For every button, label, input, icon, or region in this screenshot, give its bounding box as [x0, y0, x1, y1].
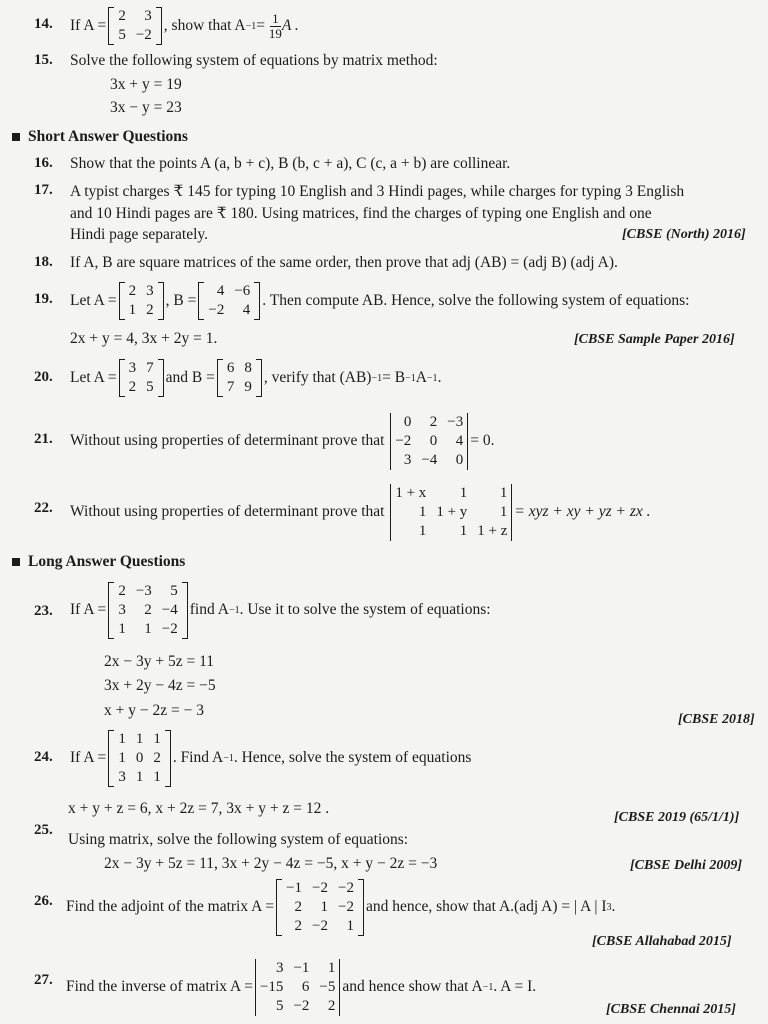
bracket-right	[156, 7, 162, 45]
q16-text: Show that the points A (a, b + c), B (b, c + a), C (c, a + b) are collinear.	[70, 155, 511, 172]
matrix-cell: 2	[118, 582, 126, 599]
matrix-cell: 1	[499, 484, 508, 501]
q23-eq2: 3x + 2y − 4z = −5	[104, 677, 216, 694]
matrix-q19-a	[119, 282, 164, 320]
matrix-cell: 2	[294, 917, 303, 934]
matrix-cell: 1 + y	[436, 503, 468, 520]
matrix-q24	[108, 730, 171, 787]
matrix-cell: 1 + z	[477, 522, 508, 539]
matrix-cell: 1	[144, 620, 152, 637]
q25-equations: 2x − 3y + 5z = 11, 3x + 2y − 4z = −5, x + y − 2z = −3	[104, 855, 438, 872]
q22-number: 22.	[34, 500, 53, 516]
matrix-cell: 1	[418, 522, 427, 539]
matrix-q14	[108, 7, 161, 45]
matrix-cell: −3	[447, 413, 464, 430]
matrix-cell: 2	[327, 997, 336, 1014]
matrix-cell: 1	[118, 730, 126, 747]
matrix-q20-a	[119, 359, 164, 397]
matrix-cell: 3	[275, 959, 284, 976]
matrix-cell: 1	[418, 503, 427, 520]
matrix-cell: 2	[146, 302, 154, 318]
matrix-cell: −2	[293, 997, 310, 1014]
matrix-cell: 2	[128, 283, 137, 299]
matrix-cell: −5	[319, 978, 336, 995]
matrix-cell: 1	[153, 730, 161, 747]
matrix-q27	[255, 959, 340, 1016]
bracket-right	[358, 879, 364, 936]
matrix-cell: 0	[455, 451, 464, 468]
matrix-cell: 3	[118, 768, 126, 785]
matrix-cell: 6	[301, 978, 310, 995]
matrix-cell: 1	[459, 484, 468, 501]
q25-number: 25.	[34, 822, 53, 838]
matrix-cell: 1	[118, 620, 126, 637]
matrix-cell: 1	[320, 898, 329, 915]
matrix-cell: 1	[118, 749, 126, 766]
matrix-cell: 1	[499, 503, 508, 520]
matrix-cell: 3	[146, 283, 154, 299]
q22-text: Without using properties of determinant prove that 1 + x 1 1 1 1 + y 1 1 1 1 + z = xyz + xy + yz + zx .	[70, 484, 651, 539]
matrix-cell: −15	[259, 978, 284, 995]
q26-source: [CBSE Allahabad 2015]	[592, 934, 732, 949]
q19-source: [CBSE Sample Paper 2016]	[574, 332, 735, 347]
matrix-cell: −2	[395, 432, 412, 449]
matrix-cell: 1	[346, 917, 354, 934]
bracket-right	[158, 282, 164, 320]
q23-number: 23.	[34, 603, 53, 619]
q24-number: 24.	[34, 749, 53, 765]
matrix-cell: −2	[161, 620, 178, 637]
matrix-cell: −6	[234, 283, 251, 299]
matrix-cell: 2	[118, 8, 126, 24]
q19-equations: 2x + y = 4, 3x + 2y = 1.	[70, 330, 218, 347]
matrix-cell: 3	[403, 451, 412, 468]
matrix-cell: −1	[293, 959, 310, 976]
matrix-cell: −2	[338, 879, 354, 896]
matrix-cell: 2	[294, 898, 303, 915]
matrix-cell: 9	[244, 379, 252, 395]
matrix-cell: 1	[459, 522, 468, 539]
q26-number: 26.	[34, 893, 53, 909]
matrix-cell: 1	[153, 768, 161, 785]
matrix-cell: 7	[226, 379, 235, 395]
q15-eq2: 3x − y = 23	[110, 99, 182, 116]
matrix-q20-b	[217, 359, 262, 397]
matrix-cell: 7	[146, 360, 154, 376]
q14-number: 14.	[34, 16, 53, 32]
q15-text: Solve the following system of equations by matrix method:	[70, 52, 438, 69]
short-answer-heading: Short Answer Questions	[12, 128, 188, 146]
matrix-q19-b	[198, 282, 260, 320]
q19-text: Let A = 2 3 1 2 , B = 4 −6 −2 4 . Then compute AB. Hence, solve the following system of equations:	[70, 283, 690, 318]
matrix-cell: 4	[216, 283, 225, 299]
q20-number: 20.	[34, 369, 53, 385]
matrix-cell: 2	[144, 601, 152, 618]
bracket-right	[158, 359, 164, 397]
square-bullet-icon	[12, 558, 20, 566]
matrix-cell: 2	[429, 413, 438, 430]
q17-line3: Hindi page separately.	[70, 226, 209, 243]
q18-text: If A, B are square matrices of the same order, then prove that adj (AB) = (adj B) (adj A).	[70, 254, 618, 271]
matrix-cell: 2	[128, 379, 137, 395]
bracket-right	[467, 413, 468, 470]
matrix-cell: −2	[312, 879, 329, 896]
matrix-cell: 1	[327, 959, 336, 976]
q24-equations: x + y + z = 6, x + 2z = 7, 3x + y + z = 12 .	[68, 800, 330, 817]
q23-source: [CBSE 2018]	[678, 712, 755, 727]
bracket-right	[165, 730, 171, 787]
matrix-cell: 5	[275, 997, 284, 1014]
bracket-right	[182, 582, 188, 639]
q21-text: Without using properties of determinant prove that 0 2 −3 −2 0 4 3 −4 0 = 0.	[70, 413, 495, 468]
q16-number: 16.	[34, 155, 53, 171]
q27-number: 27.	[34, 972, 53, 988]
matrix-cell: −2	[312, 917, 329, 934]
matrix-q26	[276, 879, 364, 936]
matrix-cell: 8	[244, 360, 252, 376]
matrix-cell: −2	[135, 27, 152, 43]
bracket-right	[511, 484, 512, 541]
q24-source: [CBSE 2019 (65/1/1)]	[614, 810, 740, 825]
matrix-cell: 3	[128, 360, 137, 376]
q17-number: 17.	[34, 182, 53, 198]
matrix-cell: −2	[338, 898, 354, 915]
q20-text: Let A = 3 7 2 5 and B = 6 8 7 9 , verify that (AB) −1 = B −1 A −1 .	[70, 360, 442, 395]
matrix-cell: 1	[128, 302, 137, 318]
q25-text: Using matrix, solve the following system of equations:	[68, 831, 409, 848]
bracket-right	[254, 282, 260, 320]
matrix-cell: −3	[135, 582, 152, 599]
determinant-q22	[390, 484, 512, 541]
q23-eq1: 2x − 3y + 5z = 11	[104, 653, 215, 670]
matrix-cell: 6	[226, 360, 235, 376]
q27-text: Find the inverse of matrix A = 3 −1 1 −15 6 −5 5 −2 2 and hence show that A −1 . A = I.	[66, 959, 537, 1014]
matrix-cell: 5	[118, 27, 126, 43]
matrix-cell: −1	[286, 879, 303, 896]
matrix-cell: −2	[208, 302, 225, 318]
matrix-cell: 4	[242, 302, 251, 318]
matrix-cell: 5	[170, 582, 178, 599]
matrix-cell: 4	[455, 432, 464, 449]
matrix-cell: 3	[144, 8, 152, 24]
q23-eq3: x + y − 2z = − 3	[104, 702, 204, 719]
matrix-cell: 0	[403, 413, 412, 430]
q14-text: If A = 2 3 5 −2 , show that A −1 = $\frac{1}{19}$ A .	[70, 8, 299, 43]
q21-number: 21.	[34, 431, 53, 447]
matrix-cell: −4	[421, 451, 438, 468]
q23-text: If A = 2 −3 5 3 2 −4 1 1 −2 find A −1 . Use it to solve the system of equations:	[70, 582, 491, 637]
q17-line1: A typist charges ₹ 145 for typing 10 English and 3 Hindi pages, while charges for typing 3 English	[70, 183, 685, 200]
square-bullet-icon	[12, 133, 20, 141]
matrix-cell: 0	[429, 432, 438, 449]
q25-source: [CBSE Delhi 2009]	[630, 858, 743, 873]
long-answer-heading: Long Answer Questions	[12, 553, 185, 571]
q27-source: [CBSE Chennai 2015]	[606, 1002, 736, 1017]
bracket-right	[256, 359, 262, 397]
matrix-cell: 5	[146, 379, 154, 395]
q17-source: [CBSE (North) 2016]	[622, 227, 746, 242]
q15-number: 15.	[34, 52, 53, 68]
q19-number: 19.	[34, 291, 53, 307]
q26-text: Find the adjoint of the matrix A = −1 −2 −2 2 1 −2 2 −2 1 and hence, show that A.(adj A) = | A | I 3 .	[66, 879, 616, 934]
q17-line2: and 10 Hindi pages are ₹ 180. Using matrices, find the charges of typing one English and one	[70, 205, 652, 222]
q18-number: 18.	[34, 254, 53, 270]
matrix-cell: 1 + x	[395, 484, 427, 501]
matrix-q23	[108, 582, 187, 639]
matrix-cell: 1	[135, 730, 144, 747]
fraction-1-19: $\frac{1}{19}$	[268, 10, 282, 41]
matrix-cell: 3	[118, 601, 126, 618]
q15-eq1: 3x + y = 19	[110, 76, 182, 93]
determinant-q21	[390, 413, 468, 470]
matrix-cell: −4	[161, 601, 178, 618]
matrix-cell: 1	[135, 768, 144, 785]
bracket-right	[339, 959, 340, 1016]
matrix-cell: 0	[135, 749, 144, 766]
matrix-cell: 2	[153, 749, 161, 766]
q24-text: If A = 1 1 1 1 0 2 3 1 1 . Find A −1 . Hence, solve the system of equations	[70, 730, 472, 785]
